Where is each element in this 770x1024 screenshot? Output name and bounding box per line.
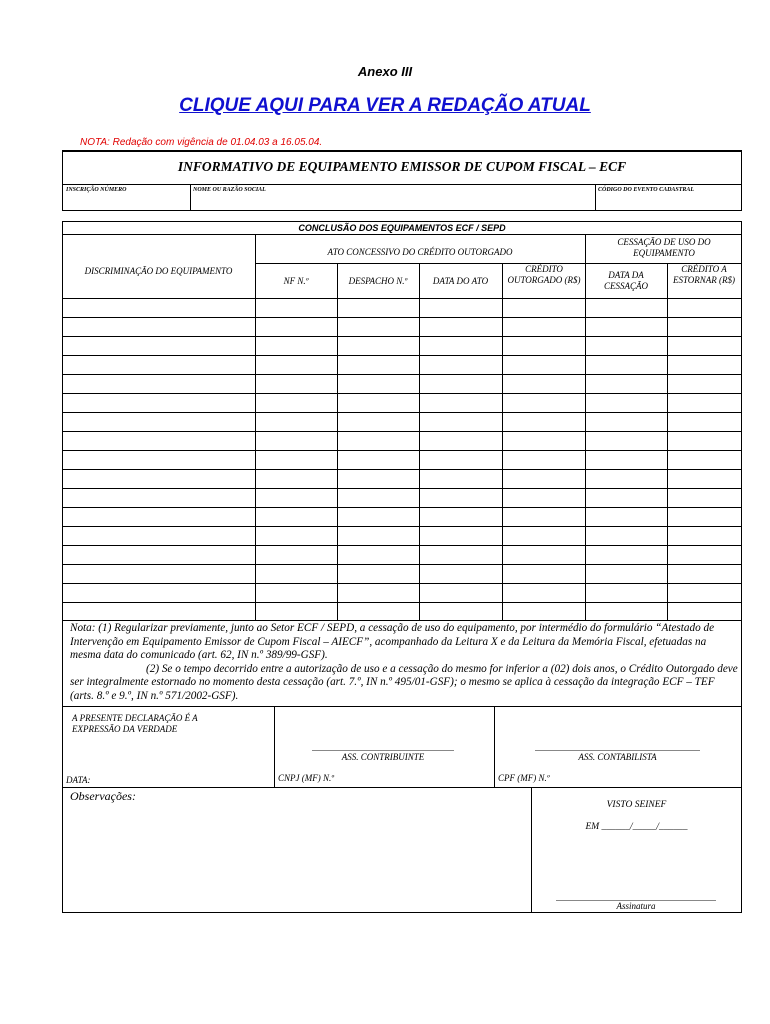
table-section-title: CONCLUSÃO DOS EQUIPAMENTOS ECF / SEPD xyxy=(298,223,506,233)
table-row-line xyxy=(62,412,742,413)
group-ato-concessivo: ATO CONCESSIVO DO CRÉDITO OUTORGADO xyxy=(327,247,513,257)
table-row-line xyxy=(62,526,742,527)
table-row-line xyxy=(62,488,742,489)
contabilista-signature[interactable]: ASS. CONTABILISTA xyxy=(578,752,657,762)
table-row-line xyxy=(62,336,742,337)
form-title: INFORMATIVO DE EQUIPAMENTO EMISSOR DE CUPOM FISCAL – ECF xyxy=(177,159,627,174)
validity-note: NOTA: Redação com vigência de 01.04.03 a 16.05.04. xyxy=(80,137,323,148)
codigo-field[interactable]: CÓDIGO DO EVENTO CADASTRAL xyxy=(598,187,695,193)
visto-signature[interactable]: Assinatura xyxy=(616,901,656,911)
table-row-line xyxy=(62,450,742,451)
date-field[interactable]: DATA: xyxy=(66,775,91,785)
col-data-ato: DATA DO ATO xyxy=(432,276,489,286)
table-row-line xyxy=(62,583,742,584)
col-despacho: DESPACHO N.º xyxy=(348,276,408,286)
table-row-line xyxy=(62,507,742,508)
col-credito-estornar: CRÉDITO A ESTORNAR (R$) xyxy=(672,264,736,285)
contribuinte-signature[interactable]: ASS. CONTRIBUINTE xyxy=(341,752,425,762)
table-row-line xyxy=(62,564,742,565)
note-2: (2) Se o tempo decorrido entre a autorização de uso e a cessação do mesmo for inferior a (02) dois anos, o Crédito Outorgado deve ser integralmente estornado no momento desta cessação (art. 7.º, IN n.º 495/01-GSF); o mesmo se aplica à cessação da integração ECF – TEF (arts. 8.º e 9.º, IN n.º 571/2002-GSF). xyxy=(70,662,738,702)
note-1: Nota: (1) Regularizar previamente, junto ao Setor ECF / SEPD, a cessação de uso do equipamento, por intermédio do formulário “Atestado de Intervenção em Equipamento Emissor de Cupom Fiscal – AIECF”, acompanhado da Leitura X e da Leitura da Memória Fiscal, efetuadas na mesma data do comunicado (art. 62, IN n.º 389/99-GSF). xyxy=(70,622,715,662)
table-row-line xyxy=(62,355,742,356)
inscricao-field[interactable]: INSCRIÇÃO NÚMERO xyxy=(66,187,127,193)
cnpj-field[interactable]: CNPJ (MF) N.º xyxy=(278,773,335,783)
col-data-cessacao: DATA DA CESSAÇÃO xyxy=(604,270,648,291)
declaration-text: A PRESENTE DECLARAÇÃO É A EXPRESSÃO DA VERDADE xyxy=(72,713,198,734)
table-row-line xyxy=(62,469,742,470)
col-credito-outorgado: CRÉDITO OUTORGADO (R$) xyxy=(507,264,581,285)
table-row-line xyxy=(62,317,742,318)
table-row-line xyxy=(62,431,742,432)
table-row-line xyxy=(62,374,742,375)
notes-text xyxy=(70,622,738,704)
group-cessacao: CESSAÇÃO DE USO DO EQUIPAMENTO xyxy=(617,237,711,258)
cpf-field[interactable]: CPF (MF) N.º xyxy=(498,773,550,783)
col-nf: NF N.º xyxy=(283,276,309,286)
col-discriminacao: DISCRIMINAÇÃO DO EQUIPAMENTO xyxy=(84,266,233,276)
nome-field[interactable]: NOME OU RAZÃO SOCIAL xyxy=(193,187,266,193)
annex-title: Anexo III xyxy=(357,64,413,79)
table-row-line xyxy=(62,393,742,394)
visto-seinef: VISTO SEINEF xyxy=(606,800,667,810)
current-wording-link[interactable]: CLIQUE AQUI PARA VER A REDAÇÃO ATUAL xyxy=(179,95,591,116)
table-row-line xyxy=(62,545,742,546)
observations-label: Observações: xyxy=(70,789,136,803)
visto-date-field[interactable]: EM ______/_____/______ xyxy=(585,822,688,832)
table-row-line xyxy=(62,602,742,603)
